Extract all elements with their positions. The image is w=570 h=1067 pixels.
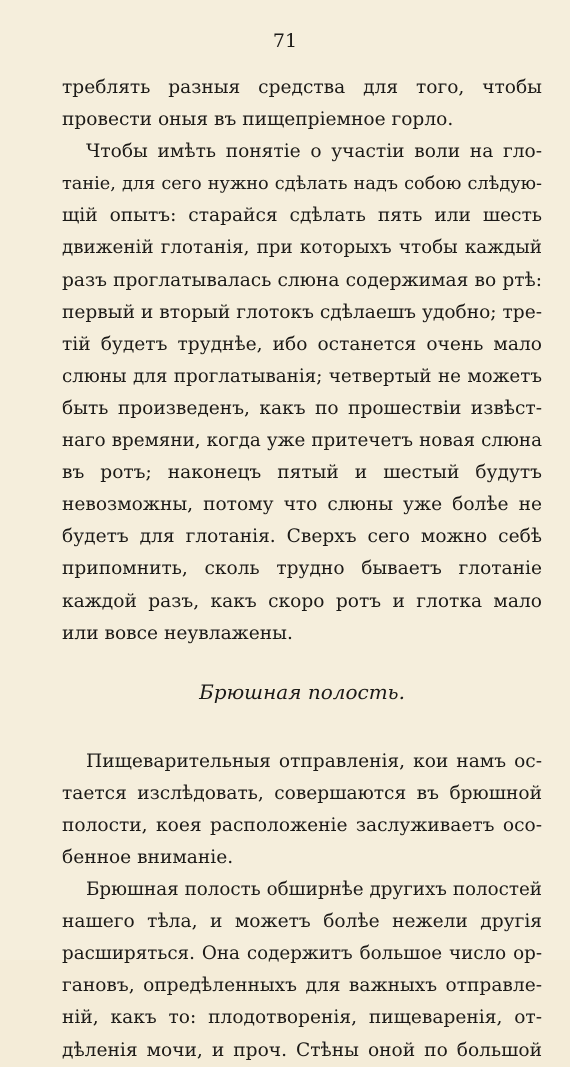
text-line: щій опытъ: старайся сдѣлать пять или шесть	[62, 205, 542, 227]
paragraph-1	[62, 72, 542, 136]
section-heading: Брюшная полость.	[199, 679, 405, 704]
text-line: дѣленія мочи, и проч. Стѣны оной по большой	[62, 1039, 542, 1061]
text-line: наго времяни, когда уже притечетъ новая слюна	[62, 430, 542, 452]
paragraph-3	[62, 746, 542, 874]
text-line: припомнить, сколь трудно бываетъ глотаніе	[62, 558, 542, 580]
text-line: первый и вторый глотокъ сдѣлаешъ удобно; тре-	[62, 301, 542, 323]
text-line: нашего тѣла, и можетъ болѣе нежели другія	[62, 911, 542, 933]
text-line: или вовсе неувлажены.	[62, 622, 293, 644]
text-line: Пищеварительныя отправленія, кои намъ ос-	[86, 750, 542, 772]
text-line: каждой разъ, какъ скоро ротъ и глотка мало	[62, 590, 542, 612]
text-line: тій будетъ труднѣе, ибо останется очень мало	[62, 333, 542, 355]
text-line: въ ротъ; наконецъ пятый и шестый будутъ	[62, 462, 542, 484]
body-text	[62, 72, 542, 1067]
text-line: Чтобы имѣть понятіе о участіи воли на гло-	[86, 141, 542, 163]
paragraph-4	[62, 874, 542, 1067]
text-line: гановъ, опредѣленныхъ для важныхъ отправле-	[62, 975, 542, 997]
text-line: тается изслѣдовать, совершаются въ брюшной	[62, 782, 542, 804]
text-line: треблять разныя средства для того, чтобы	[62, 77, 542, 98]
text-line: Брюшная полость обширнѣе другихъ полостей	[86, 879, 542, 901]
text-line: расширяться. Она содержитъ большое число ор-	[62, 943, 542, 965]
text-line: ній, какъ то: плодотворенія, пищеваренія, от-	[62, 1007, 542, 1029]
text-line: слюны для проглатыванія; четвертый не можетъ	[62, 365, 542, 387]
page-number: 71	[272, 30, 298, 52]
text-line: будетъ для глотанія. Сверхъ сего можно себѣ	[62, 526, 542, 548]
text-line: движеній глотанія, при которыхъ чтобы каждый	[62, 237, 542, 259]
text-line: провести оныя въ пищепріемное горло.	[62, 109, 454, 131]
text-line: полости, коея расположеніе заслуживаетъ осо-	[62, 814, 542, 836]
text-line: таніе, для сего нужно сдѣлать надъ собою слѣдую-	[62, 174, 542, 195]
text-line: невозможны, потому что слюны уже болѣе не	[62, 494, 542, 516]
text-line: быть произведенъ, какъ по прошествіи извѣст-	[62, 397, 542, 419]
text-line: разъ проглатывалась слюна содержимая во ртѣ:	[62, 269, 542, 291]
text-line: бенное вниманіе.	[62, 846, 234, 868]
paragraph-2	[62, 136, 542, 650]
